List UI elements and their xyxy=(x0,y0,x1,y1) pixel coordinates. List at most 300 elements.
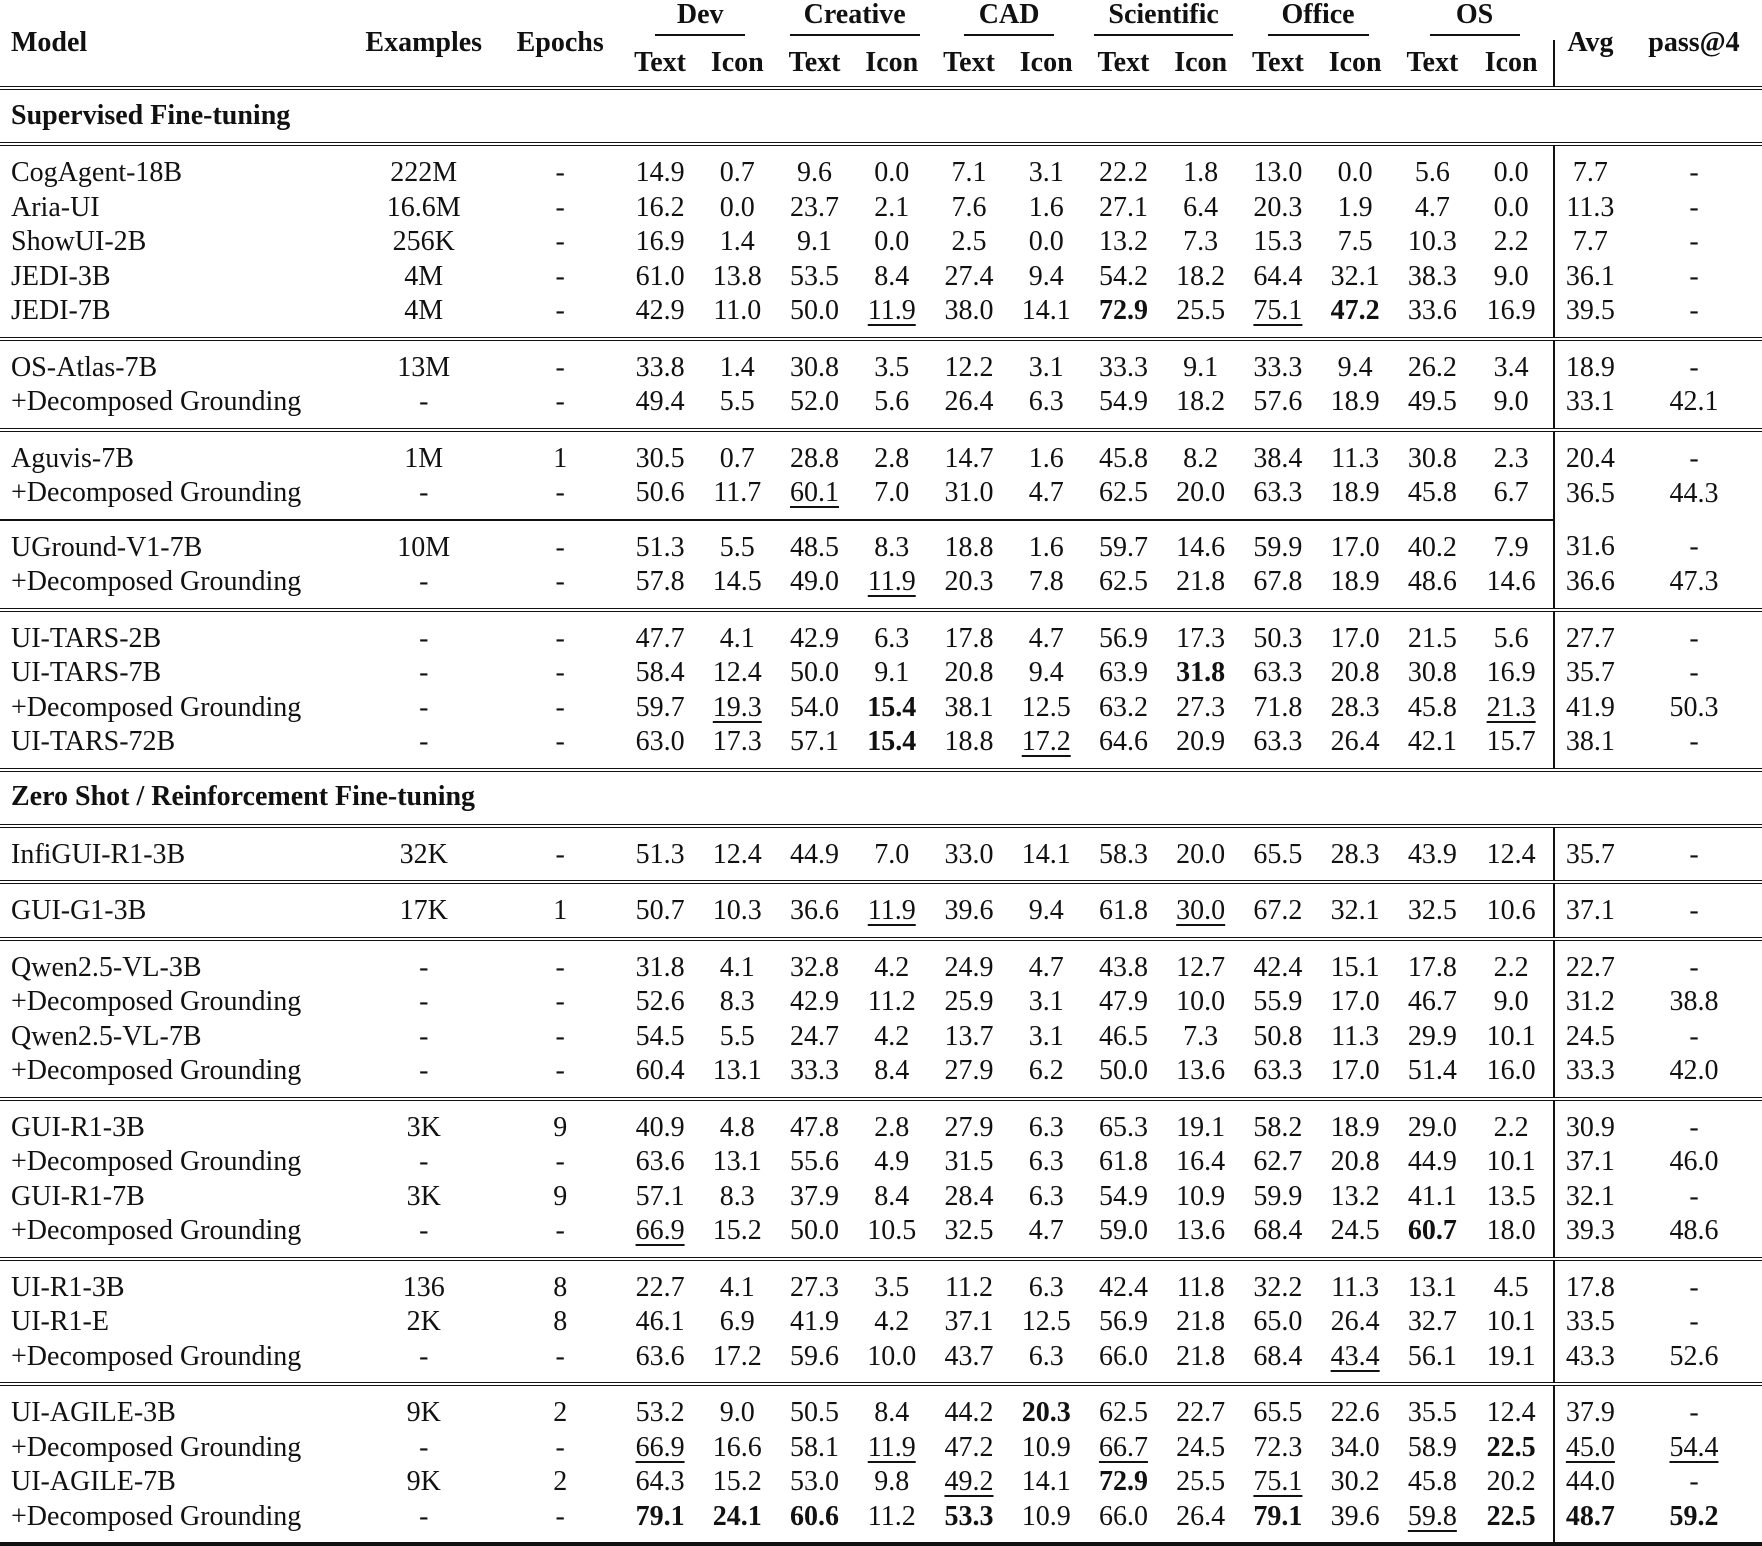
cell-cad-icon: 0.0 xyxy=(1028,226,1064,257)
cell-avg: 36.6 xyxy=(1554,565,1626,610)
cell-avg: 17.8 xyxy=(1554,1259,1626,1306)
cell-dev-icon: 0.7 xyxy=(697,144,777,191)
cell-model: Aguvis-7B xyxy=(0,430,350,477)
cell-office-icon: 26.4 xyxy=(1330,1306,1380,1337)
cell-model: +Decomposed Grounding xyxy=(11,1431,302,1463)
cell-os-icon: 9.0 xyxy=(1493,986,1529,1017)
cell-office-text: 67.8 xyxy=(1253,566,1303,597)
cell-epochs: 1 xyxy=(497,882,623,939)
cell-examples: - xyxy=(419,566,429,597)
cell-examples: - xyxy=(350,610,497,657)
cell-office-text: 65.5 xyxy=(1241,1384,1315,1431)
cell-creative-icon: 3.5 xyxy=(852,339,932,386)
cell-scientific-text: 63.2 xyxy=(1098,691,1148,723)
header-pass4: pass@4 xyxy=(1648,27,1740,58)
header-sub-text: Text xyxy=(1251,46,1304,78)
cell-office-text: 59.9 xyxy=(1253,1180,1303,1212)
cell-office-text: 72.3 xyxy=(1253,1431,1303,1463)
cell-examples: - xyxy=(350,939,497,986)
cell-creative-icon: 5.6 xyxy=(874,386,910,417)
cell-dev-icon: 12.4 xyxy=(697,826,777,883)
cell-model: CogAgent-18B xyxy=(0,144,350,191)
cell-os-text: 5.6 xyxy=(1395,144,1469,191)
table-row xyxy=(0,339,1762,386)
header-sub-text: Text xyxy=(1406,46,1459,78)
cell-scientific-text: 13.2 xyxy=(1098,226,1148,257)
cell-cad-text: 13.7 xyxy=(944,1020,994,1052)
cell-office-text: 59.9 xyxy=(1241,520,1315,566)
cell-creative-icon: 0.0 xyxy=(874,226,910,257)
cell-scientific-icon: 13.6 xyxy=(1176,1055,1226,1086)
cell-cad-text: 44.2 xyxy=(932,1384,1006,1431)
cell-office-icon: 32.1 xyxy=(1330,260,1380,292)
cell-scientific-icon: 13.6 xyxy=(1176,1215,1226,1246)
cell-scientific-text: 62.5 xyxy=(1086,1384,1160,1431)
cell-epochs: - xyxy=(555,295,565,326)
table-row xyxy=(0,1500,1762,1545)
cell-avg: 11.3 xyxy=(1554,191,1626,226)
cell-creative-icon: 11.9 xyxy=(867,566,916,597)
cell-avg: 27.7 xyxy=(1554,610,1626,657)
cell-office-text: 64.4 xyxy=(1253,260,1303,292)
cell-dev-text: 57.1 xyxy=(635,1180,685,1212)
cell-creative-text: 24.7 xyxy=(790,1020,840,1052)
cell-creative-text: 50.0 xyxy=(790,295,840,326)
cell-examples: 32K xyxy=(350,826,497,883)
cell-scientific-text: 56.9 xyxy=(1098,1306,1148,1337)
cell-office-text: 68.4 xyxy=(1253,1340,1303,1372)
cell-creative-text: 52.0 xyxy=(790,386,840,417)
cell-model: +Decomposed Grounding xyxy=(11,1215,302,1246)
cell-scientific-text: 64.6 xyxy=(1098,726,1148,757)
cell-dev-text: 66.9 xyxy=(635,1431,685,1463)
cell-office-text: 63.3 xyxy=(1253,1055,1303,1086)
cell-avg: 22.7 xyxy=(1554,939,1626,986)
cell-dev-icon: 15.2 xyxy=(712,1466,762,1497)
cell-examples: - xyxy=(419,1215,429,1246)
cell-creative-icon: 6.3 xyxy=(852,610,932,657)
cell-cad-icon: 17.2 xyxy=(1021,726,1071,757)
cell-examples: - xyxy=(419,1055,429,1086)
cell-epochs: - xyxy=(555,226,565,257)
cell-dev-icon: 12.4 xyxy=(712,657,762,688)
cell-office-text: 57.6 xyxy=(1253,386,1303,417)
cell-creative-text: 33.3 xyxy=(790,1055,840,1086)
cell-examples: 4M xyxy=(404,260,444,292)
cell-dev-text: 40.9 xyxy=(623,1099,697,1146)
cell-scientific-text: 66.0 xyxy=(1098,1340,1148,1372)
cell-examples: 17K xyxy=(350,882,497,939)
cell-scientific-icon: 24.5 xyxy=(1176,1431,1226,1463)
cell-creative-text: 47.8 xyxy=(777,1099,851,1146)
cell-os-icon: 0.0 xyxy=(1469,144,1553,191)
cell-os-text: 41.1 xyxy=(1407,1180,1457,1212)
cell-model: UI-R1-E xyxy=(11,1306,109,1337)
cell-office-icon: 7.5 xyxy=(1337,226,1373,257)
header-sub-icon: Icon xyxy=(1469,40,1553,88)
cell-creative-icon: 2.8 xyxy=(852,1099,932,1146)
cell-avg: 38.1 xyxy=(1554,725,1626,770)
cell-cad-icon: 3.1 xyxy=(1006,339,1086,386)
cell-pass4: - xyxy=(1689,1180,1699,1212)
cell-dev-icon: 13.1 xyxy=(712,1146,762,1177)
cell-scientific-text: 72.9 xyxy=(1098,295,1148,326)
cell-creative-text: 60.1 xyxy=(790,477,840,508)
cell-examples: - xyxy=(419,1431,429,1463)
cell-epochs: - xyxy=(555,477,565,508)
cell-creative-text: 50.0 xyxy=(790,657,840,688)
cell-model: Qwen2.5-VL-7B xyxy=(11,1020,202,1052)
cell-pass4: 48.6 xyxy=(1669,1215,1719,1246)
cell-model: JEDI-7B xyxy=(11,295,111,326)
cell-os-text: 40.2 xyxy=(1395,520,1469,566)
cell-scientific-icon: 20.0 xyxy=(1176,477,1226,508)
cell-avg: 36.1 xyxy=(1554,260,1626,295)
cell-examples: 136 xyxy=(350,1259,497,1306)
cell-dev-icon: 0.0 xyxy=(719,191,755,223)
cell-dev-text: 63.6 xyxy=(635,1146,685,1177)
cell-model: Aria-UI xyxy=(11,191,100,223)
cell-cad-text: 18.8 xyxy=(944,726,994,757)
cell-cad-icon: 3.1 xyxy=(1028,1020,1064,1052)
cell-cad-icon: 9.4 xyxy=(1006,882,1086,939)
cell-cad-icon: 12.5 xyxy=(1021,691,1071,723)
cell-epochs: 8 xyxy=(553,1306,568,1337)
cell-dev-icon: 11.0 xyxy=(713,295,762,326)
cell-cad-text: 7.6 xyxy=(951,191,987,223)
cell-office-icon: 17.0 xyxy=(1315,610,1395,657)
cell-creative-text: 53.0 xyxy=(790,1466,840,1497)
cell-pass4: 46.0 xyxy=(1669,1146,1719,1177)
cell-os-text: 45.8 xyxy=(1407,1466,1457,1497)
cell-pass4: 52.6 xyxy=(1669,1340,1719,1372)
cell-pass4: - xyxy=(1626,430,1762,477)
header-model: Model xyxy=(11,27,88,58)
cell-creative-text: 50.0 xyxy=(790,1215,840,1246)
cell-pass4: 50.3 xyxy=(1669,691,1719,723)
cell-cad-text: 31.0 xyxy=(944,477,994,508)
cell-pass4: 54.4 xyxy=(1669,1431,1719,1463)
cell-office-icon: 22.6 xyxy=(1315,1384,1395,1431)
cell-scientific-icon: 27.3 xyxy=(1176,691,1226,723)
cell-os-icon: 2.3 xyxy=(1469,430,1553,477)
cell-os-text: 29.9 xyxy=(1407,1020,1457,1052)
cell-os-icon: 16.9 xyxy=(1486,295,1536,326)
cell-dev-icon: 11.7 xyxy=(713,477,762,508)
cell-avg: 33.3 xyxy=(1554,1054,1626,1099)
cell-model: JEDI-3B xyxy=(11,260,111,292)
cell-scientific-icon: 16.4 xyxy=(1176,1146,1226,1177)
cell-creative-text: 54.0 xyxy=(790,691,840,723)
cell-pass4: - xyxy=(1689,1466,1699,1497)
cell-os-icon: 20.2 xyxy=(1486,1466,1536,1497)
cell-office-text: 50.3 xyxy=(1241,610,1315,657)
cell-pass4: - xyxy=(1689,726,1699,757)
cell-avg: 37.9 xyxy=(1554,1384,1626,1431)
cell-scientific-text: 54.2 xyxy=(1098,260,1148,292)
cell-avg: 30.9 xyxy=(1554,1099,1626,1146)
cell-dev-text: 22.7 xyxy=(623,1259,697,1306)
cell-epochs: - xyxy=(555,1340,565,1372)
cell-office-icon: 39.6 xyxy=(1315,1500,1395,1545)
cell-office-icon: 18.9 xyxy=(1315,1099,1395,1146)
cell-scientific-text: 59.0 xyxy=(1098,1215,1148,1246)
header-group-dev: Dev xyxy=(623,0,777,40)
cell-cad-text: 38.1 xyxy=(944,691,994,723)
cell-dev-text: 53.2 xyxy=(623,1384,697,1431)
cell-cad-icon: 6.3 xyxy=(1028,1180,1064,1212)
cell-avg: 44.0 xyxy=(1554,1465,1626,1500)
cell-model: UI-TARS-7B xyxy=(11,657,162,688)
cell-cad-text: 7.1 xyxy=(932,144,1006,191)
cell-os-text: 13.1 xyxy=(1395,1259,1469,1306)
cell-office-icon: 30.2 xyxy=(1330,1466,1380,1497)
cell-dev-text: 79.1 xyxy=(623,1500,697,1545)
cell-office-text: 50.8 xyxy=(1253,1020,1303,1052)
cell-scientific-text: 47.9 xyxy=(1098,986,1148,1017)
cell-office-text: 63.3 xyxy=(1253,477,1303,508)
cell-examples: 10M xyxy=(350,520,497,566)
table-row xyxy=(0,1145,1762,1180)
table-row xyxy=(0,1020,1762,1055)
cell-office-text: 63.3 xyxy=(1253,657,1303,688)
header-group-office: Office xyxy=(1241,0,1395,40)
cell-scientific-text: 27.1 xyxy=(1098,191,1148,223)
cell-scientific-icon: 12.7 xyxy=(1161,939,1241,986)
cell-os-icon: 14.6 xyxy=(1486,566,1536,597)
cell-scientific-icon: 25.5 xyxy=(1176,1466,1226,1497)
table-row xyxy=(0,1431,1762,1466)
cell-scientific-text: 63.9 xyxy=(1098,657,1148,688)
cell-scientific-text: 22.2 xyxy=(1086,144,1160,191)
cell-office-icon: 15.1 xyxy=(1315,939,1395,986)
cell-cad-icon: 14.1 xyxy=(1021,295,1071,326)
cell-scientific-text: 56.9 xyxy=(1086,610,1160,657)
cell-os-text: 30.8 xyxy=(1407,657,1457,688)
cell-cad-text: 37.1 xyxy=(944,1306,994,1337)
cell-os-text: 45.8 xyxy=(1407,477,1457,508)
cell-scientific-text: 62.5 xyxy=(1098,566,1148,597)
cell-pass4: - xyxy=(1689,295,1699,326)
cell-cad-text: 24.9 xyxy=(932,939,1006,986)
table-row xyxy=(0,476,1762,520)
cell-pass4: - xyxy=(1689,226,1699,257)
cell-creative-icon: 11.2 xyxy=(867,986,916,1017)
cell-creative-icon: 11.9 xyxy=(867,295,916,326)
cell-creative-icon: 15.4 xyxy=(867,726,917,757)
cell-creative-text: 9.1 xyxy=(797,226,833,257)
cell-pass4: - xyxy=(1689,657,1699,688)
cell-os-icon: 22.5 xyxy=(1486,1431,1536,1463)
cell-pass4: 42.1 xyxy=(1669,386,1719,417)
cell-scientific-text: 72.9 xyxy=(1098,1466,1148,1497)
cell-dev-text: 50.6 xyxy=(635,477,685,508)
cell-epochs: 9 xyxy=(553,1180,568,1212)
cell-avg: 45.0 xyxy=(1554,1431,1626,1466)
cell-examples: 9K xyxy=(350,1384,497,1431)
cell-cad-icon: 1.6 xyxy=(1006,520,1086,566)
cell-scientific-text: 61.8 xyxy=(1098,1146,1148,1177)
cell-creative-icon: 8.4 xyxy=(874,1055,910,1086)
cell-office-text: 71.8 xyxy=(1253,691,1303,723)
cell-office-icon: 32.1 xyxy=(1315,882,1395,939)
cell-cad-text: 20.8 xyxy=(944,657,994,688)
cell-scientific-icon: 19.1 xyxy=(1161,1099,1241,1146)
cell-os-text: 60.7 xyxy=(1407,1215,1457,1246)
cell-creative-text: 9.6 xyxy=(777,144,851,191)
cell-os-icon: 9.0 xyxy=(1493,260,1529,292)
cell-model: GUI-R1-3B xyxy=(0,1099,350,1146)
cell-scientific-icon: 18.2 xyxy=(1176,260,1226,292)
cell-epochs: - xyxy=(555,1055,565,1086)
cell-epochs: - xyxy=(497,826,623,883)
cell-avg: 20.4 xyxy=(1554,430,1626,477)
cell-office-icon: 20.8 xyxy=(1330,1146,1380,1177)
cell-os-icon: 3.4 xyxy=(1469,339,1553,386)
cell-os-text: 4.7 xyxy=(1414,191,1450,223)
cell-examples: 3K xyxy=(406,1180,441,1212)
cell-os-text: 59.8 xyxy=(1395,1500,1469,1545)
header-sub-icon: Icon xyxy=(1328,46,1382,78)
cell-examples: 2K xyxy=(406,1306,441,1337)
cell-epochs: - xyxy=(555,1215,565,1246)
cell-creative-icon: 8.4 xyxy=(874,1180,910,1212)
cell-creative-text: 60.6 xyxy=(777,1500,851,1545)
cell-os-icon: 22.5 xyxy=(1469,1500,1553,1545)
cell-dev-icon: 19.3 xyxy=(712,691,762,723)
cell-os-icon: 6.7 xyxy=(1493,477,1529,508)
cell-dev-icon: 6.9 xyxy=(719,1306,755,1337)
cell-scientific-text: 43.8 xyxy=(1086,939,1160,986)
cell-cad-text: 39.6 xyxy=(932,882,1006,939)
cell-examples: - xyxy=(419,386,429,417)
cell-office-text: 33.3 xyxy=(1241,339,1315,386)
cell-pass4: - xyxy=(1626,339,1762,386)
cell-examples: 256K xyxy=(392,226,455,257)
cell-scientific-icon: 21.8 xyxy=(1176,1306,1226,1337)
cell-cad-icon: 6.3 xyxy=(1028,386,1064,417)
cell-creative-icon: 8.4 xyxy=(874,260,910,292)
cell-creative-icon: 10.0 xyxy=(867,1340,917,1372)
cell-creative-icon: 7.0 xyxy=(852,826,932,883)
cell-epochs: - xyxy=(497,520,623,566)
cell-creative-icon: 8.4 xyxy=(852,1384,932,1431)
cell-examples: - xyxy=(419,1020,429,1052)
cell-pass4: 42.0 xyxy=(1669,1055,1719,1086)
cell-pass4: 44.3 xyxy=(1669,477,1719,509)
cell-avg: 39.5 xyxy=(1554,294,1626,339)
cell-avg: 37.1 xyxy=(1554,1145,1626,1180)
table-header xyxy=(0,0,1762,88)
cell-cad-text: 32.5 xyxy=(944,1215,994,1246)
cell-examples: 16.6M xyxy=(386,191,461,223)
cell-dev-text: 33.8 xyxy=(623,339,697,386)
cell-epochs: - xyxy=(497,939,623,986)
cell-cad-icon: 14.1 xyxy=(1021,1466,1071,1497)
cell-cad-text: 25.9 xyxy=(944,986,994,1017)
cell-avg: 31.2 xyxy=(1554,985,1626,1020)
cell-model: +Decomposed Grounding xyxy=(0,1500,350,1545)
cell-dev-text: 59.7 xyxy=(635,691,685,723)
cell-office-text: 42.4 xyxy=(1241,939,1315,986)
cell-creative-text: 44.9 xyxy=(777,826,851,883)
cell-cad-icon: 4.7 xyxy=(1028,477,1064,508)
cell-os-text: 29.0 xyxy=(1395,1099,1469,1146)
cell-os-text: 30.8 xyxy=(1395,430,1469,477)
cell-cad-text: 26.4 xyxy=(944,386,994,417)
cell-scientific-icon: 21.8 xyxy=(1176,1340,1226,1372)
cell-avg: 35.7 xyxy=(1554,826,1626,883)
cell-examples: 4M xyxy=(404,295,444,326)
cell-office-text: 20.3 xyxy=(1253,191,1303,223)
cell-model: UGround-V1-7B xyxy=(0,520,350,566)
cell-cad-icon: 20.3 xyxy=(1006,1384,1086,1431)
cell-os-text: 26.2 xyxy=(1395,339,1469,386)
section-title: Supervised Fine-tuning xyxy=(0,88,1762,144)
cell-dev-text: 63.6 xyxy=(635,1340,685,1372)
cell-epochs: - xyxy=(555,726,565,757)
cell-scientific-text: 66.7 xyxy=(1098,1431,1148,1463)
cell-office-icon: 43.4 xyxy=(1330,1340,1380,1372)
cell-epochs: - xyxy=(555,657,565,688)
table-row xyxy=(0,1214,1762,1259)
cell-office-text: 65.0 xyxy=(1253,1306,1303,1337)
cell-cad-text: 53.3 xyxy=(932,1500,1006,1545)
cell-cad-text: 33.0 xyxy=(932,826,1006,883)
cell-cad-icon: 9.4 xyxy=(1028,657,1064,688)
cell-examples: - xyxy=(419,477,429,508)
cell-scientific-icon: 17.3 xyxy=(1161,610,1241,657)
cell-dev-icon: 13.1 xyxy=(712,1055,762,1086)
cell-epochs: - xyxy=(555,260,565,292)
cell-dev-icon: 4.1 xyxy=(697,939,777,986)
cell-office-text: 55.9 xyxy=(1253,986,1303,1017)
cell-epochs: - xyxy=(555,1146,565,1177)
cell-office-text: 79.1 xyxy=(1241,1500,1315,1545)
cell-os-icon: 16.0 xyxy=(1486,1055,1536,1086)
cell-scientific-icon: 8.2 xyxy=(1161,430,1241,477)
cell-scientific-text: 65.3 xyxy=(1086,1099,1160,1146)
cell-dev-text: 66.9 xyxy=(635,1215,685,1246)
cell-avg: 7.7 xyxy=(1554,225,1626,260)
cell-dev-text: 63.0 xyxy=(635,726,685,757)
cell-avg: 18.9 xyxy=(1554,339,1626,386)
cell-cad-text: 28.4 xyxy=(944,1180,994,1212)
cell-creative-text: 28.8 xyxy=(777,430,851,477)
cell-office-icon: 17.0 xyxy=(1315,520,1395,566)
table-row xyxy=(0,725,1762,770)
cell-cad-icon: 4.7 xyxy=(1028,1215,1064,1246)
cell-creative-text: 53.5 xyxy=(790,260,840,292)
cell-pass4: 59.2 xyxy=(1626,1500,1762,1545)
cell-os-text: 32.5 xyxy=(1395,882,1469,939)
cell-examples: 13M xyxy=(350,339,497,386)
cell-cad-text: 31.5 xyxy=(944,1146,994,1177)
cell-scientific-icon: 22.7 xyxy=(1161,1384,1241,1431)
cell-os-icon: 15.7 xyxy=(1486,726,1536,757)
cell-cad-text: 49.2 xyxy=(944,1466,994,1497)
cell-office-icon: 34.0 xyxy=(1330,1431,1380,1463)
cell-cad-icon: 10.9 xyxy=(1021,1431,1071,1463)
cell-dev-text: 47.7 xyxy=(623,610,697,657)
cell-scientific-icon: 10.0 xyxy=(1176,986,1226,1017)
header-sub-text: Text xyxy=(788,46,841,78)
header-sub-icon: Icon xyxy=(865,46,919,78)
cell-office-text: 67.2 xyxy=(1241,882,1315,939)
cell-epochs: - xyxy=(497,610,623,657)
cell-cad-icon: 9.4 xyxy=(1028,260,1064,292)
cell-model: GUI-R1-7B xyxy=(11,1180,145,1212)
